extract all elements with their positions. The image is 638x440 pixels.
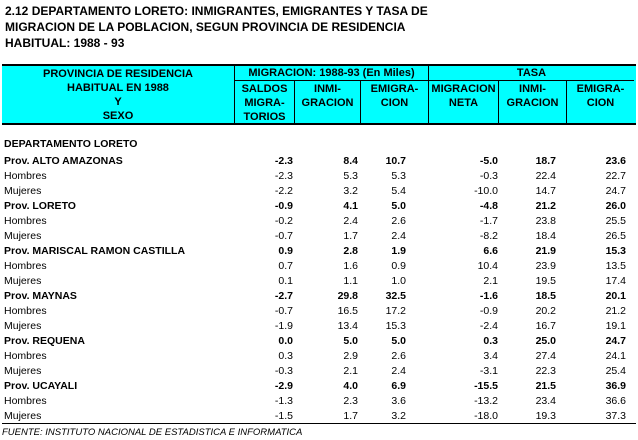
header-group-tasa: TASA xyxy=(516,67,547,79)
row-value: 2.1 xyxy=(343,365,358,377)
row-value: -18.0 xyxy=(474,410,498,422)
header-emigracion: EMIGRA- CION xyxy=(370,83,419,109)
row-value: -2.3 xyxy=(274,155,293,167)
table-row xyxy=(2,169,636,184)
row-value: 24.7 xyxy=(605,185,626,197)
table-body xyxy=(2,125,636,424)
row-value: 1.0 xyxy=(391,275,406,287)
row-value: 25.4 xyxy=(605,365,626,377)
row-value: 23.6 xyxy=(605,155,626,167)
row-value: 0.1 xyxy=(278,275,293,287)
province-row xyxy=(2,199,636,214)
row-label: Prov. UCAYALI xyxy=(4,380,78,392)
row-value: 27.4 xyxy=(535,350,556,362)
row-value: 20.1 xyxy=(605,290,626,302)
row-value: 18.7 xyxy=(535,155,556,167)
row-value: -4.8 xyxy=(479,200,498,212)
row-value: 2.6 xyxy=(391,350,406,362)
row-value: 21.2 xyxy=(605,305,626,317)
header-migracion-neta: MIGRACION NETA xyxy=(431,83,496,109)
row-value: 16.5 xyxy=(337,305,358,317)
row-value: 21.2 xyxy=(535,200,556,212)
row-value: 3.2 xyxy=(343,185,358,197)
row-value: 37.3 xyxy=(605,410,626,422)
row-value: -1.5 xyxy=(274,410,293,422)
row-value: 20.2 xyxy=(535,305,556,317)
province-row xyxy=(2,154,636,169)
row-value: 1.7 xyxy=(343,410,358,422)
row-value: 10.4 xyxy=(477,260,498,272)
row-value: -2.9 xyxy=(274,380,293,392)
row-value: 0.9 xyxy=(391,260,406,272)
row-value: 17.2 xyxy=(385,305,406,317)
row-value: 17.4 xyxy=(605,275,626,287)
header-inmigracion: INMI- GRACION xyxy=(301,83,354,109)
row-value: 13.5 xyxy=(605,260,626,272)
province-row xyxy=(2,244,636,259)
section-row xyxy=(2,137,636,152)
source-note: FUENTE: INSTITUTO NACIONAL DE ESTADISTICA E INFORMATICA xyxy=(2,427,303,438)
row-value: 2.6 xyxy=(391,215,406,227)
row-value: 3.4 xyxy=(483,350,498,362)
row-value: 2.9 xyxy=(343,350,358,362)
row-value: -0.7 xyxy=(274,230,293,242)
table-row xyxy=(2,304,636,319)
row-value: 19.3 xyxy=(535,410,556,422)
header-province: PROVINCIA DE RESIDENCIA HABITUAL EN 1988 Y SEXO xyxy=(43,68,193,122)
table-row xyxy=(2,409,636,424)
row-value: 19.5 xyxy=(535,275,556,287)
row-value: -1.3 xyxy=(274,395,293,407)
row-value: 22.3 xyxy=(535,365,556,377)
row-label: Prov. LORETO xyxy=(4,200,76,212)
row-value: 18.5 xyxy=(535,290,556,302)
row-value: 0.0 xyxy=(278,335,293,347)
row-value: 1.1 xyxy=(343,275,358,287)
row-label: Hombres xyxy=(4,305,47,317)
row-label: Hombres xyxy=(4,395,47,407)
row-value: 1.9 xyxy=(391,245,406,257)
row-value: 23.9 xyxy=(535,260,556,272)
row-value: 25.5 xyxy=(605,215,626,227)
row-value: 3.6 xyxy=(391,395,406,407)
row-value: 2.8 xyxy=(343,245,358,257)
row-value: -2.3 xyxy=(274,170,293,182)
row-label: Prov. MARISCAL RAMON CASTILLA xyxy=(4,245,186,257)
row-value: 5.4 xyxy=(391,185,406,197)
row-value: 32.5 xyxy=(385,290,406,302)
row-label: Mujeres xyxy=(4,185,42,197)
row-value: 5.3 xyxy=(391,170,406,182)
row-value: 6.6 xyxy=(483,245,498,257)
row-value: -0.3 xyxy=(479,170,498,182)
province-row xyxy=(2,334,636,349)
table-row xyxy=(2,364,636,379)
row-value: 5.3 xyxy=(343,170,358,182)
row-value: 5.0 xyxy=(391,335,406,347)
row-value: 2.3 xyxy=(343,395,358,407)
row-label: Hombres xyxy=(4,350,47,362)
row-value: -2.7 xyxy=(274,290,293,302)
header-tasa-inmigracion: INMI- GRACION xyxy=(506,83,559,109)
row-value: 16.7 xyxy=(535,320,556,332)
row-label: Hombres xyxy=(4,170,47,182)
table-row xyxy=(2,184,636,199)
row-value: 24.1 xyxy=(605,350,626,362)
row-value: 3.2 xyxy=(391,410,406,422)
row-label: Hombres xyxy=(4,260,47,272)
table-row xyxy=(2,274,636,289)
row-value: 4.0 xyxy=(343,380,358,392)
row-value: -3.1 xyxy=(479,365,498,377)
row-value: -0.9 xyxy=(274,200,293,212)
row-value: 8.4 xyxy=(343,155,358,167)
row-value: 15.3 xyxy=(605,245,626,257)
row-value: 25.0 xyxy=(535,335,556,347)
row-value: 15.3 xyxy=(385,320,406,332)
table-row xyxy=(2,214,636,229)
row-value: 2.4 xyxy=(343,215,358,227)
row-value: -0.3 xyxy=(274,365,293,377)
row-value: 22.7 xyxy=(605,170,626,182)
header-tasa-emigracion: EMIGRA- CION xyxy=(576,83,625,109)
header-group-migracion: MIGRACION: 1988-93 (En Miles) xyxy=(248,67,415,79)
row-label: Prov. ALTO AMAZONAS xyxy=(4,155,123,167)
row-value: -8.2 xyxy=(479,230,498,242)
row-value: -13.2 xyxy=(474,395,498,407)
row-value: 29.8 xyxy=(337,290,358,302)
row-value: -1.6 xyxy=(479,290,498,302)
row-value: 5.0 xyxy=(391,200,406,212)
row-value: 22.4 xyxy=(535,170,556,182)
row-value: 26.0 xyxy=(605,200,626,212)
table-row xyxy=(2,259,636,274)
row-value: 24.7 xyxy=(605,335,626,347)
row-value: -15.5 xyxy=(474,380,498,392)
row-label: Mujeres xyxy=(4,320,42,332)
row-value: -1.7 xyxy=(479,215,498,227)
province-row xyxy=(2,379,636,394)
title-line-2: MIGRACION DE LA POBLACION, SEGUN PROVINCIA DE RESIDENCIA xyxy=(5,20,406,34)
table-row xyxy=(2,319,636,334)
row-value: 21.5 xyxy=(535,380,556,392)
row-value: -2.2 xyxy=(274,185,293,197)
row-value: 2.1 xyxy=(483,275,498,287)
row-value: 6.9 xyxy=(391,380,406,392)
row-value: 23.8 xyxy=(535,215,556,227)
row-value: -0.2 xyxy=(274,215,293,227)
row-value: 1.6 xyxy=(343,260,358,272)
row-value: 1.7 xyxy=(343,230,358,242)
section-title: DEPARTAMENTO LORETO xyxy=(4,138,138,150)
row-label: Mujeres xyxy=(4,410,42,422)
row-value: -10.0 xyxy=(474,185,498,197)
row-value: -0.9 xyxy=(479,305,498,317)
row-value: 21.9 xyxy=(535,245,556,257)
row-value: 14.7 xyxy=(535,185,556,197)
table-header xyxy=(2,64,636,125)
row-value: -5.0 xyxy=(479,155,498,167)
title-line-3: HABITUAL: 1988 - 93 xyxy=(5,36,125,50)
row-value: 13.4 xyxy=(337,320,358,332)
row-value: 26.5 xyxy=(605,230,626,242)
row-value: 18.4 xyxy=(535,230,556,242)
row-label: Mujeres xyxy=(4,230,42,242)
table-row xyxy=(2,229,636,244)
row-value: 36.6 xyxy=(605,395,626,407)
row-value: -2.4 xyxy=(479,320,498,332)
row-value: 19.1 xyxy=(605,320,626,332)
row-value: 0.3 xyxy=(483,335,498,347)
row-value: 0.9 xyxy=(278,245,293,257)
row-value: -1.9 xyxy=(274,320,293,332)
row-label: Prov. MAYNAS xyxy=(4,290,77,302)
page-title xyxy=(5,3,633,51)
row-value: -0.7 xyxy=(274,305,293,317)
row-value: 2.4 xyxy=(391,230,406,242)
row-value: 2.4 xyxy=(391,365,406,377)
table-row xyxy=(2,349,636,364)
row-label: Prov. REQUENA xyxy=(4,335,85,347)
row-value: 23.4 xyxy=(535,395,556,407)
row-value: 4.1 xyxy=(343,200,358,212)
row-value: 0.7 xyxy=(278,260,293,272)
row-label: Mujeres xyxy=(4,365,42,377)
title-line-1: 2.12 DEPARTAMENTO LORETO: INMIGRANTES, EMIGRANTES Y TASA DE xyxy=(5,4,428,18)
table-row xyxy=(2,394,636,409)
row-label: Hombres xyxy=(4,215,47,227)
row-value: 0.3 xyxy=(278,350,293,362)
row-value: 36.9 xyxy=(605,380,626,392)
row-value: 5.0 xyxy=(343,335,358,347)
row-value: 10.7 xyxy=(385,155,406,167)
header-saldos: SALDOS MIGRA- TORIOS xyxy=(241,83,288,123)
province-row xyxy=(2,289,636,304)
row-label: Mujeres xyxy=(4,275,42,287)
